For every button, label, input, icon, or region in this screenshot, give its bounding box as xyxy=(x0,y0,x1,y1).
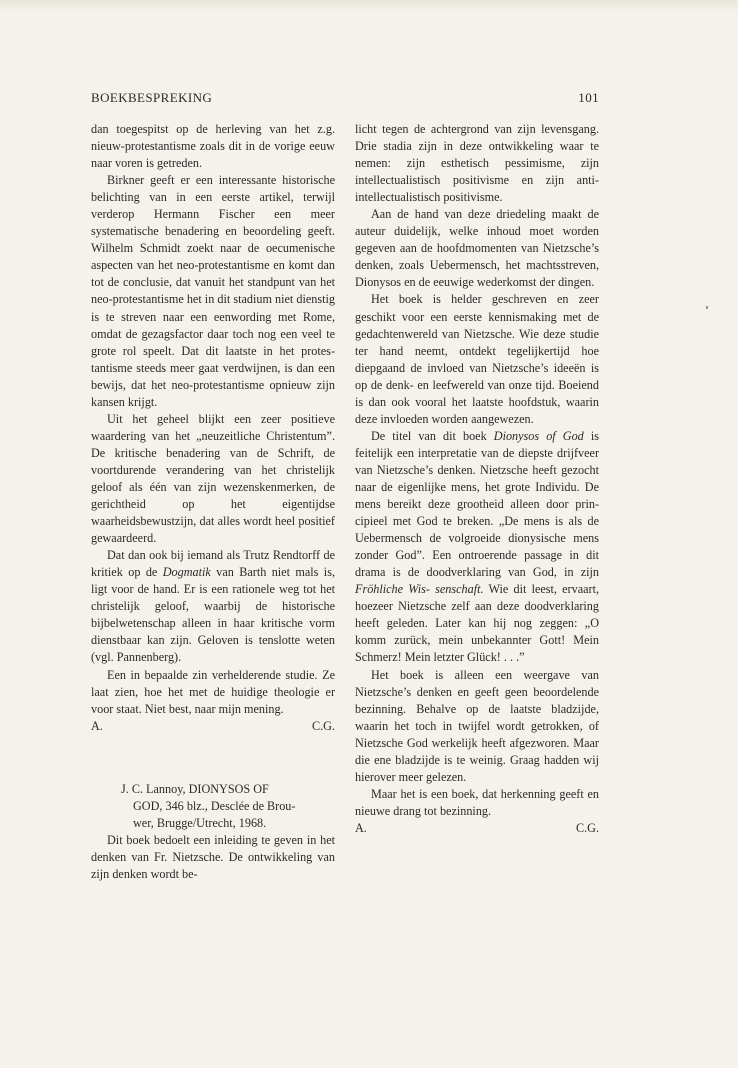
paragraph: dan toegespitst op de herleving van het z.g. nieuw-protestantisme zoals dit in de vorige eeuw naar voren is getreden. xyxy=(91,122,335,171)
page-edge-shadow xyxy=(0,0,738,12)
paragraph: De titel van dit boek Dionysos of God is feitelijk een interpretatie van de diepste drijfveer van Nietzsche’s denken. Nietzsche heeft gezocht naar de eigenlijke mens, het grote Individu. De mens bereikt deze grootheid alleen door principieel met God te breken. „De mens is als de Uebermensch de volgroeide dionysische mens zonder God”. Een ontroerende passage in dit drama is de doodverklaring van God, in zijn Fröhliche Wis- senschaft. Wie dit leest, ervaart, hoezeer Nietzsche zelf aan deze doodverklaring heeft geleden. Later kan hij nog zeggen: „O komm zurück, mein unbekannter Gott! Mein Schmerz! Mein letzter Glück! . . .” xyxy=(355,428,600,665)
review-heading-line: wer, Brugge/Utrecht, 1968. xyxy=(133,815,267,830)
review-heading-line: GOD, 346 blz., Desclée de Brou- xyxy=(133,798,296,813)
paragraph: Aan de hand van deze driedeling maakt de auteur duidelijk, welke inhoud moet worden gegeven aan de hoofdmomenten van Nietzsche’s denken, zoals Uebermensch, het machtsstreven, Dionysos en de eeuwige wederkomst der dingen. xyxy=(355,207,599,290)
left-column xyxy=(91,121,335,883)
paragraph: Het boek is alleen een weergave van Nietzsche’s denken en geeft geen beoordelende bezinning. Behalve op de laatste bladzijde, waarin het toch in twijfel wordt getrokken, of Nietzsche God werkelijk heeft afgezworen. Maar die ene bladzijde is te weinig. Graag hadden wij hierover meer gelezen. xyxy=(355,667,599,784)
signature-initials: C.G. xyxy=(311,718,335,733)
section-title: BOEKBESPREKING xyxy=(91,90,213,105)
paragraph: Een in bepaalde zin verhelderende studie. Ze laat zien, hoe het met de huidige theologie er voor staat. Niet best, naar mijn mening. xyxy=(91,667,335,716)
paragraph: Dat dan ook bij iemand als Trutz Rendtorff de kritiek op de Dogmatik van Barth niet mals is, ligt voor de hand. Er is een rationele weg tot het christelijk geloof, waarbij de historische bijbelwetenschap alleen in haar kritische vorm dienstbaar kan zijn. Geloven is tenslotte weten (vgl. Pannenberg). xyxy=(91,548,335,665)
paragraph: Uit het geheel blijkt een zeer positieve waardering van het „neuzeitliche Christentum”. De kritische benadering van de Schrift, de voortdurende verandering van het christelijk geloof als één van zijn wezenskenmerken, de gerichtheid op het eigentijdse waarheidsbewustzijn, dat alles wordt heel positief gewaardeerd. xyxy=(91,411,335,546)
paragraph: Birkner geeft er een interessante historische belichting van in een eerste artikel, terwijl verderop Hermann Fischer een meer systematische benadering en beoordeling geeft. Wilhelm Schmidt zoekt naar de oecumenische aspecten van het neo-protestantisme en komt dan tot de conclusie, dat vanuit het standpunt van het neo-protestantisme het in dit stadium niet dienstig is te streven naar een eenwording met Rome, omdat de gezagsfactor daar toch nog een veel te grote rol speelt. Dat dit laatste in het protestantisme steeds meer gaat verdwijnen, is dan een bewijs, dat het neo-protestantisme opnieuw zijn kansen krijgt. xyxy=(91,173,335,409)
paragraph: licht tegen de achtergrond van zijn levensgang. Drie stadia zijn in deze ontwikkeling waar te nemen: zijn esthetisch pessimisme, zijn intellectualistisch positivisme en zijn anti-intellectualistisch positivisme. xyxy=(355,122,599,205)
review-heading xyxy=(91,781,335,832)
signature-initial: A. xyxy=(355,820,367,835)
paragraph: Dit boek bedoelt een inleiding te geven in het denken van Fr. Nietzsche. De ontwikkeling van zijn denken wordt be- xyxy=(91,832,335,881)
right-column xyxy=(355,121,599,837)
book-title-frohliche: Fröhliche Wis- senschaft. xyxy=(355,582,484,597)
signature-initials: C.G. xyxy=(575,820,599,835)
reviewer-signature xyxy=(91,718,335,735)
page-number: 101 xyxy=(578,90,599,105)
book-title-dionysos: Dionysos of God xyxy=(493,428,584,443)
review-heading-line: J. C. Lannoy, DIONYSOS OF xyxy=(121,781,269,796)
paragraph: Maar het is een boek, dat herkenning geeft en nieuwe drang tot bezinning. xyxy=(355,786,599,818)
scan-speck xyxy=(706,306,708,309)
signature-initial: A. xyxy=(91,718,103,733)
book-title-dogmatik: Dogmatik xyxy=(162,565,211,580)
reviewer-signature xyxy=(355,820,599,837)
paragraph: Het boek is helder geschreven en zeer geschikt voor een eerste kennismaking met de gedachtenwereld van Nietzsche. Wie deze studie ter hand neemt, ontdekt tegelijkertijd hoe diepgaand de invloed van Nietzsche’s ideeën is op de denk- en leefwereld van onze tijd. Boeiend is dan ook vooral het laatste hoofdstuk, waarin deze invloeden worden aangewezen. xyxy=(355,292,599,426)
